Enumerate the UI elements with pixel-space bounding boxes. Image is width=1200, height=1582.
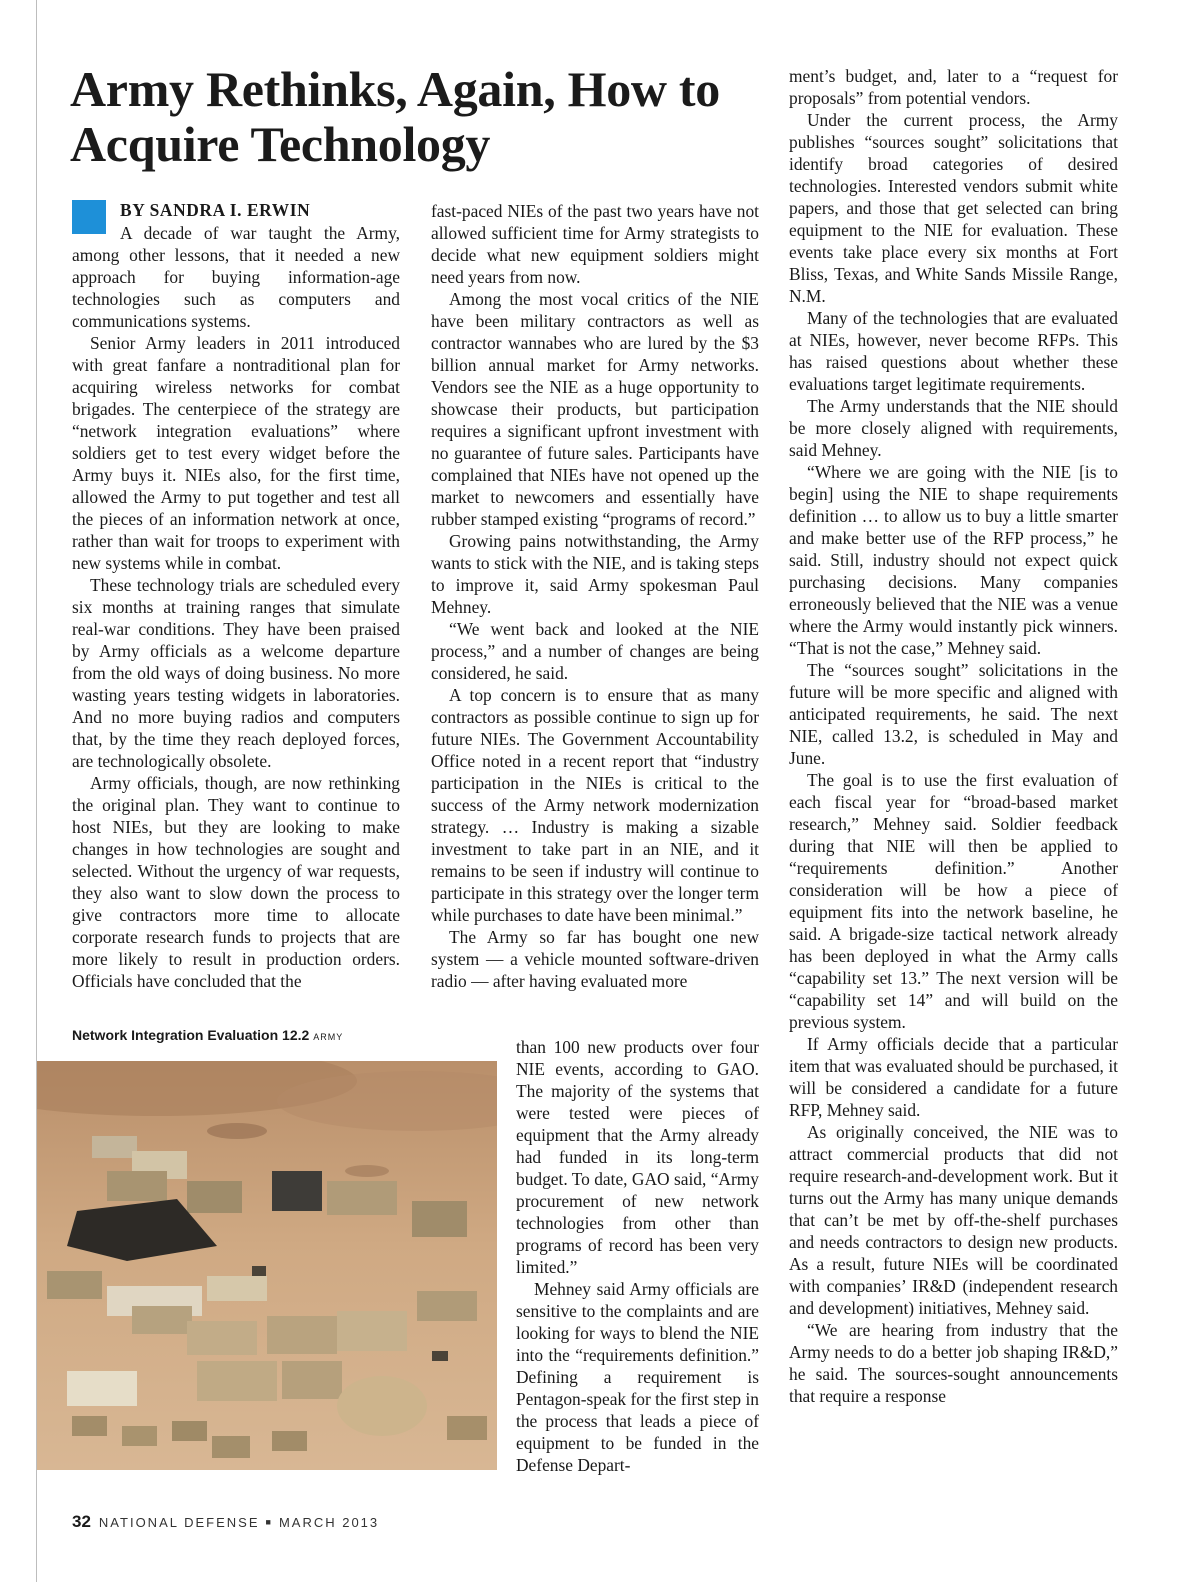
photo-shelter [207,1276,267,1301]
photo-humvee [72,1416,107,1436]
byline-row [72,200,400,222]
page-footer [72,1512,379,1532]
paragraph: than 100 new products over four NIE events, according to GAO. The majority of the systems that were tested were pieces of equipment that the Army already had funded in its long-term budget. To date, GAO said, “Army procurement of new network technologies from other than programs of record has been very limited.” [516,1037,759,1277]
photo-generator [432,1351,448,1361]
paragraph: Growing pains notwithstanding, the Army wants to stick with the NIE, and is taking steps to improve it, said Army spokesman Paul Mehney. [431,531,759,617]
photo-truck [417,1291,477,1321]
publication-name: NATIONAL DEFENSE [98,1515,260,1530]
paragraph: As originally conceived, the NIE was to attract commercial products that did not require research-and-development work. But it turns out the Army has many unique demands that can’t be met by off-the-shelf purchases and needs contractors to design new products. As a result, future NIEs will be coordinated with companies’ IR&D (independent research and development) initiatives, Mehney said. [789,1122,1118,1318]
section-marker-box [72,200,106,234]
paragraph: Mehney said Army officials are sensitive to the complaints and are looking for ways to blend the NIE into the “requirements definition.” Defining a requirement is Pentagon-speak for the first step in the process that leads a piece of equipment to be funded in the Defense Depart- [516,1279,759,1475]
photo-shelter [67,1371,137,1406]
photo-humvee [172,1421,207,1441]
paragraph: “We went back and looked at the NIE process,” and a number of changes are being considered, he said. [431,619,759,683]
photo-truck [282,1361,342,1399]
byline: BY SANDRA I. ERWIN [120,200,311,220]
paragraph: “Where we are going with the NIE [is to begin] using the NIE to shape requirements definition … to allow us to buy a little smarter and make better use of the RFP process,” he said. Still, industry should not expect quick purchasing decisions. Many companies erroneously believed that the NIE was a venue where the Army would instantly pick winners. “That is not the case,” Mehney said. [789,462,1118,658]
photo-credit: ARMY [313,1032,344,1042]
paragraph: ment’s budget, and, later to a “request for proposals” from potential vendors. [789,66,1118,108]
photo-truck [327,1181,397,1215]
issue-date: MARCH 2013 [278,1515,380,1530]
paragraph: “We are hearing from industry that the Army needs to do a better job shaping IR&D,” he said. The sources-sought announcements that require a response [789,1320,1118,1406]
paragraph: A decade of war taught the Army, among other lessons, that it needed a new approach for buying information-age technologies such as computers and communications systems. [72,223,400,331]
headline: Army Rethinks, Again, How to Acquire Technology [70,61,720,172]
photo-truck [337,1311,407,1351]
photo-truck [187,1321,257,1355]
photo-truck [272,1171,322,1211]
photo-humvee [272,1431,307,1451]
paragraph: The Army so far has bought one new system — a vehicle mounted software-driven radio — after having evaluated more [431,927,759,991]
paragraph: Among the most vocal critics of the NIE have been military contractors as well as contractor wannabes who are lured by the $3 billion annual market for Army networks. Vendors see the NIE as a huge opportunity to showcase their products, but participation requires a significant upfront investment with no guarantee of future sales. Participants have complained that NIEs have not opened up the market to newcomers and essentially have rubber stamped existing “programs of record.” [431,289,759,529]
article-column-2-continued [516,1036,759,1476]
photo-caption [72,1027,343,1043]
paragraph: Many of the technologies that are evaluated at NIEs, however, never become RFPs. This has raised questions about whether these evaluations target legitimate requirements. [789,308,1118,394]
desert-encampment-photo [37,1061,497,1470]
paragraph: A top concern is to ensure that as many contractors as possible continue to sign up for future NIEs. The Government Accountability Office noted in a recent report that “industry participation in the NIEs is critical to the success of the Army network modernization strategy. … Industry is making a sizable investment to take part in an NIE, and it remains to be seen if industry will continue to participate in this strategy over the longer term while purchases to date have been minimal.” [431,685,759,925]
paragraph: fast-paced NIEs of the past two years have not allowed sufficient time for Army strategists to decide what new equipment soldiers might need years from now. [431,201,759,287]
photo-humvee [122,1426,157,1446]
photo-truck [267,1316,337,1354]
article-column-3 [789,65,1118,1407]
page-number: 32 [72,1512,91,1531]
paragraph: The goal is to use the first evaluation of each fiscal year for “broad-based market research,” Mehney said. Soldier feedback during that NIE will then be applied to “requirements definition.” Another consideration will be how a piece of equipment fits into the network baseline, he said. A brigade-size tactical network already has been deployed in what the Army calls “capability set 13.” The next version will be “capability set 14” and will build on the previous system. [789,770,1118,1032]
paragraph: If Army officials decide that a particular item that was evaluated should be purchased, it will be considered a candidate for a future RFP, Mehney said. [789,1034,1118,1120]
photo-truck [132,1306,192,1334]
photo-humvee [212,1436,250,1458]
photo-generator [252,1266,266,1276]
article-column-1 [72,200,400,992]
photo-shelter [92,1136,137,1158]
photo-rock [207,1123,267,1139]
footer-separator: ■ [265,1517,273,1527]
photo-humvee [447,1416,487,1440]
photo-truck [197,1361,277,1401]
photo-truck [412,1201,467,1237]
paragraph: Senior Army leaders in 2011 introduced with great fanfare a nontraditional plan for acquiring wireless networks for combat brigades. The centerpiece of the strategy are “network integration evaluations” where soldiers get to test every widget before the Army buys it. NIEs also, for the first time, allowed the Army to put together and test all the pieces of an information network at once, rather than wait for troops to experiment with new systems while in combat. [72,333,400,573]
photo-truck [47,1271,102,1299]
paragraph: The “sources sought” solicitations in the future will be more specific and aligned with anticipated requirements, he said. The next NIE, called 13.2, is scheduled in May and June. [789,660,1118,768]
photo-tent [337,1376,427,1436]
article-column-2 [431,200,759,992]
photo-truck [187,1181,242,1213]
photo-rock [345,1165,389,1177]
photo-caption-text: Network Integration Evaluation 12.2 [72,1027,310,1043]
paragraph: Under the current process, the Army publishes “sources sought” solicitations that identify broad categories of desired technologies. Interested vendors submit white papers, and those that get selected can bring equipment to the NIE for evaluation. These events take place every six months at Fort Bliss, Texas, and White Sands Missile Range, N.M. [789,110,1118,306]
paragraph: The Army understands that the NIE should be more closely aligned with requirements, said Mehney. [789,396,1118,460]
paragraph: Army officials, though, are now rethinking the original plan. They want to continue to host NIEs, but they are looking to make changes in how technologies are sought and selected. Without the urgency of war requests, they also want to slow down the process to give contractors more time to allocate corporate research funds to projects that are more likely to result in production orders. Officials have concluded that the [72,773,400,991]
photo-truck [107,1171,167,1201]
paragraph: These technology trials are scheduled every six months at training ranges that simulate real-war conditions. They have been praised by Army officials as a welcome departure from the old ways of doing business. No more wasting years testing widgets in laboratories. And no more buying radios and computers that, by the time they reach deployed forces, are technologically obsolete. [72,575,400,771]
